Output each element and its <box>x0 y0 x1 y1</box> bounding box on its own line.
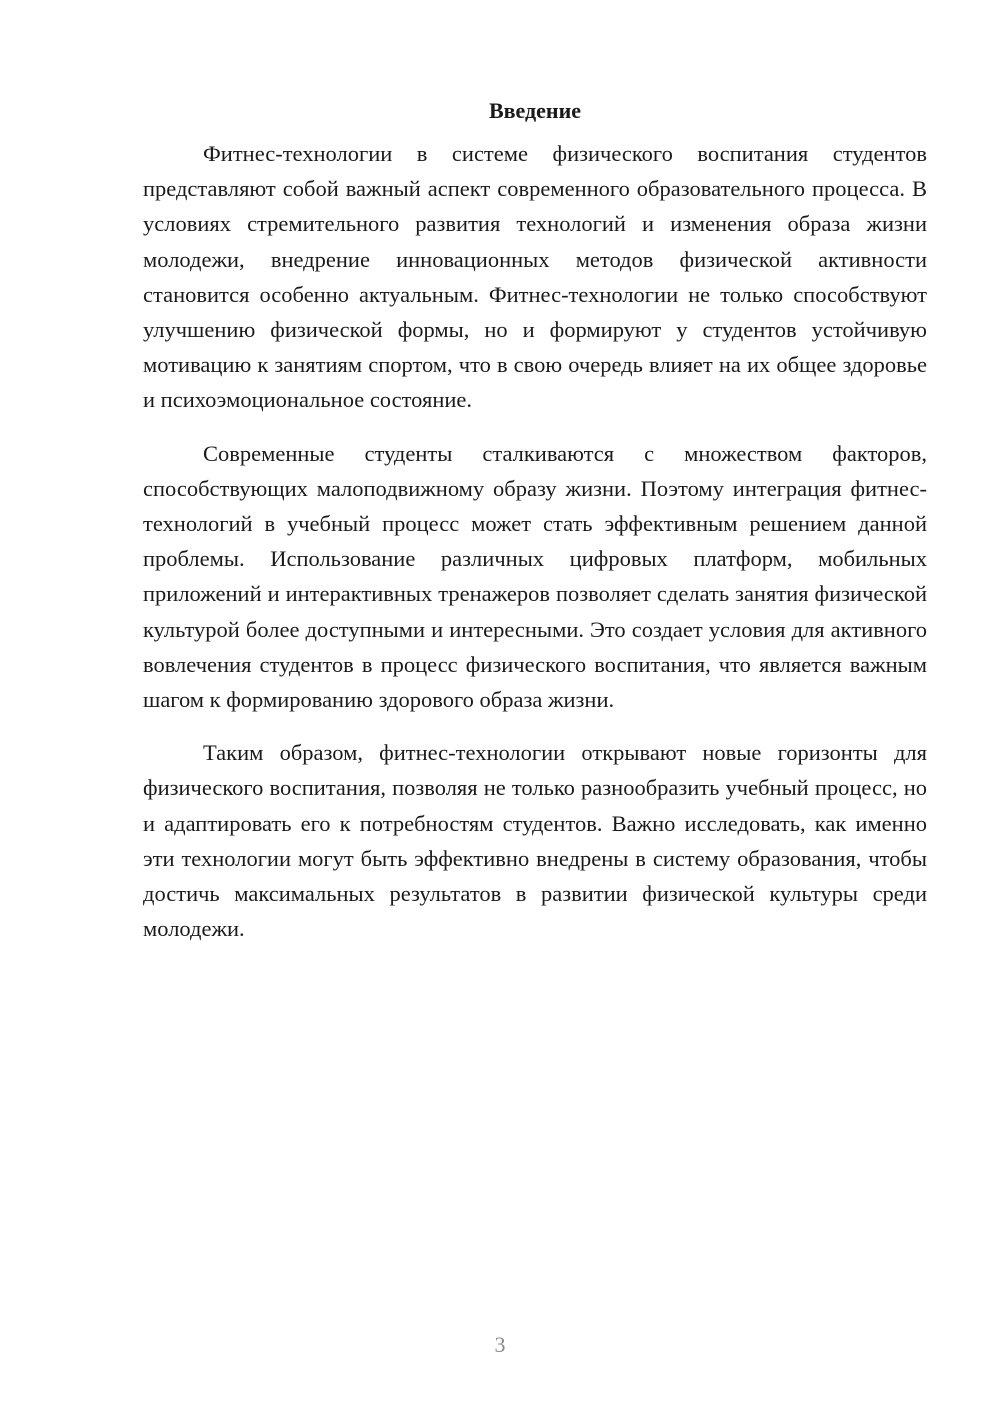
section-heading: Введение <box>488 98 582 123</box>
paragraph-1: Фитнес-технологии в системе физического воспитания студентов представляют собой важный аспект современного образовательного процесса. В условиях стремительного развития технологий и изменения образа жизни молодежи, внедрение инновационных методов физической активности становится особенно актуальным. Фитнес-технологии не только способствуют улучшению физической формы, но и формируют у студентов устойчивую мотивацию к занятиям спортом, что в свою очередь влияет на их общее здоровье и психоэмоциональное состояние. <box>143 141 927 413</box>
page-content <box>143 96 927 964</box>
paragraph-3: Таким образом, фитнес-технологии открывают новые горизонты для физического воспитания, позволяя не только разнообразить учебный процесс, но и адаптировать его к потребностям студентов. Важно исследовать, как именно эти технологии могут быть эффективно внедрены в систему образования, чтобы достичь максимальных результатов в развитии физической культуры среди молодежи. <box>143 740 927 942</box>
paragraph-2: Современные студенты сталкиваются с множеством факторов, способствующих малоподвижному образу жизни. Поэтому интеграция фитнес-технологий в учебный процесс может стать эффективным решением данной проблемы. Использование различных цифровых платформ, мобильных приложений и интерактивных тренажеров позволяет сделать занятия физической культурой более доступными и интересными. Это создает условия для активного вовлечения студентов в процесс физического воспитания, что является важным шагом к формированию здорового образа жизни. <box>143 440 927 713</box>
page-number: 3 <box>494 1332 506 1357</box>
